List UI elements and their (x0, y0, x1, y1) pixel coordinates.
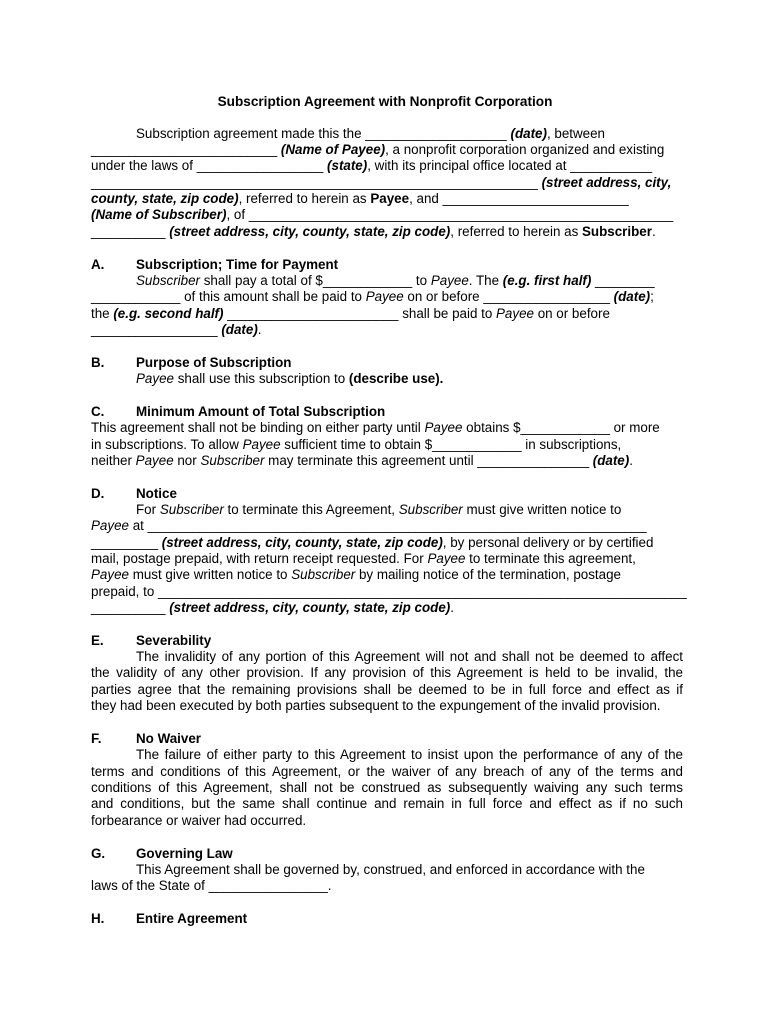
text-run: (Name of Subscriber) (91, 207, 227, 222)
intro-line (91, 175, 683, 191)
text-run: on or before _________________ (403, 289, 614, 304)
text-run: Payee (370, 191, 410, 206)
text-run: the (91, 306, 114, 321)
section-line: conditions of this Agreement, shall not be construed as subsequently waiving any such terms (91, 780, 683, 795)
text-run: (describe use). (348, 371, 444, 386)
text-run: , referred to herein as (238, 191, 371, 206)
text-run: county, state, zip code) (91, 191, 239, 206)
text-run: prepaid, to _______________________________________________________________________ (91, 584, 687, 599)
section-heading: No Waiver (136, 731, 201, 746)
text-run: by mailing notice of the termination, postage (355, 567, 621, 582)
text-run: Subscription agreement made this the ___________________ (136, 126, 511, 141)
section-line: The invalidity of any portion of this Agreement will not and shall not be deemed to affect (136, 649, 683, 664)
text-run: (street address, city, county, state, zip code) (161, 535, 443, 550)
text-run: . The (468, 273, 503, 288)
text-run: Payee (427, 551, 466, 566)
section-letter: D. (91, 486, 105, 501)
text-run: . (651, 224, 656, 239)
text-run: shall use this subscription to (173, 371, 349, 386)
section-line (91, 567, 683, 583)
section-heading: Purpose of Subscription (136, 355, 292, 370)
section-line: The failure of either party to this Agreement to insist upon the performance of any of the (136, 747, 683, 762)
section-line: the validity of any other provision. If any provision of this Agreement is held to be invalid, the (91, 665, 683, 680)
section-line (91, 306, 683, 322)
section-line (136, 371, 683, 387)
text-run: _________________ (91, 322, 222, 337)
text-run: . (450, 600, 454, 615)
text-run: (Name of Payee) (280, 142, 386, 157)
text-run: may terminate this agreement until _______________ (264, 453, 593, 468)
text-run: must give written notice to (128, 567, 292, 582)
section-line (91, 289, 683, 305)
text-run: Payee (136, 371, 174, 386)
text-run: must give written notice to (462, 502, 622, 517)
section-line (91, 322, 683, 338)
text-run: ____________________________________________________________ (91, 175, 542, 190)
section-heading: Notice (136, 486, 177, 501)
section-line (91, 420, 683, 436)
text-run: (date) (592, 453, 630, 468)
section-letter: H. (91, 911, 105, 926)
text-run: (e.g. second half) (113, 306, 224, 321)
text-run: , by personal delivery or by certified (442, 535, 654, 550)
text-run: Subscriber (200, 453, 265, 468)
section-line: terms and conditions of this Agreement, or the waiver of any breach of any of the terms and (91, 764, 683, 779)
text-run: Payee (496, 306, 534, 321)
text-run: under the laws of _________________ (91, 158, 328, 173)
section-line (91, 437, 683, 453)
text-run: to terminate this agreement, (465, 551, 636, 566)
text-run: nor (173, 453, 201, 468)
text-run: Subscriber (582, 224, 652, 239)
text-run: ; (650, 289, 654, 304)
text-run: ________ (591, 273, 655, 288)
text-run: (street address, city, county, state, zip code) (169, 224, 451, 239)
text-run: (e.g. first half) (502, 273, 592, 288)
text-run: Payee (242, 437, 281, 452)
text-run: This agreement shall not be binding on either party until (91, 420, 425, 435)
text-run: Payee (91, 567, 129, 582)
text-run: Subscriber (291, 567, 356, 582)
text-run: sufficient time to obtain $____________ in subscriptions, (280, 437, 622, 452)
section-line: they had been executed by both parties subsequent to the expungement of the invalid provision. (91, 698, 661, 713)
text-run: Payee (430, 273, 469, 288)
section-heading: Severability (136, 633, 212, 648)
section-letter: G. (91, 846, 106, 861)
section-heading: Governing Law (136, 846, 233, 861)
text-run: Subscriber (398, 502, 463, 517)
text-run: For (136, 502, 160, 517)
text-run: shall pay a total of $____________ to (200, 273, 431, 288)
text-run: , referred to herein as (450, 224, 582, 239)
section-letter: F. (91, 731, 102, 746)
text-run: _________ (91, 535, 162, 550)
section-line: laws of the State of ________________. (91, 878, 332, 893)
section-line (91, 551, 683, 567)
text-run: _________________________ (91, 142, 281, 157)
section-line: forbearance or waiver had occurred. (91, 813, 307, 828)
intro-line (91, 142, 683, 158)
text-run: , with its principal office located at ___________ (367, 158, 653, 173)
text-run: , a nonprofit corporation organized and existing (385, 142, 665, 157)
section-heading: Subscription; Time for Payment (136, 257, 339, 272)
text-run: (state) (327, 158, 368, 173)
document-title: Subscription Agreement with Nonprofit Corporation (217, 94, 553, 109)
text-run: , between (546, 126, 606, 141)
section-line: and conditions, but the same shall continue and remain in full force and effect as if no such (91, 796, 683, 811)
text-run: Subscriber (159, 502, 224, 517)
text-run: __________ (91, 600, 170, 615)
text-run: obtains $____________ or more (462, 420, 660, 435)
text-run: at ___________________________________________________________________ (128, 518, 647, 533)
section-letter: B. (91, 355, 105, 370)
text-run: , and _________________________ (409, 191, 629, 206)
section-letter: C. (91, 404, 105, 419)
text-run: (date) (221, 322, 258, 337)
text-run: mail, postage prepaid, with return receipt requested. For (91, 551, 428, 566)
text-run: , of _________________________________________________________ (226, 207, 674, 222)
text-run: . (629, 453, 633, 468)
text-run: Payee (135, 453, 174, 468)
text-run: Payee (424, 420, 463, 435)
text-run: (date) (510, 126, 547, 141)
intro-line (136, 126, 683, 142)
section-line (91, 518, 683, 534)
section-line (91, 535, 683, 551)
section-letter: A. (91, 257, 105, 272)
text-run: to terminate this Agreement, (223, 502, 399, 517)
intro-line (91, 207, 683, 223)
text-run: in subscriptions. To allow (91, 437, 243, 452)
intro-line (91, 191, 683, 207)
section-heading: Entire Agreement (136, 911, 248, 926)
section-line: parties agree that the remaining provisions shall be deemed to be in full force and effect as if (91, 682, 683, 697)
intro-line (91, 224, 683, 240)
section-line (136, 502, 683, 518)
text-run: Payee (365, 289, 404, 304)
section-heading: Minimum Amount of Total Subscription (136, 404, 386, 419)
section-line (91, 584, 687, 600)
intro-line (91, 158, 683, 174)
section-line (91, 453, 683, 469)
text-run: (date) (613, 289, 651, 304)
text-run: (street address, city, county, state, zip code) (169, 600, 451, 615)
text-run: (street address, city, (541, 175, 672, 190)
text-run: on or before (533, 306, 610, 321)
text-run: Subscriber (136, 273, 201, 288)
text-run: . (257, 322, 262, 337)
text-run: _______________________ shall be paid to (223, 306, 496, 321)
section-line: This Agreement shall be governed by, construed, and enforced in accordance with the (136, 862, 645, 877)
text-run: Payee (91, 518, 129, 533)
section-line (91, 600, 683, 616)
text-run: neither (91, 453, 136, 468)
text-run: __________ (91, 224, 170, 239)
text-run: ____________ of this amount shall be paid to (91, 289, 366, 304)
section-line (136, 273, 683, 289)
section-letter: E. (91, 633, 104, 648)
